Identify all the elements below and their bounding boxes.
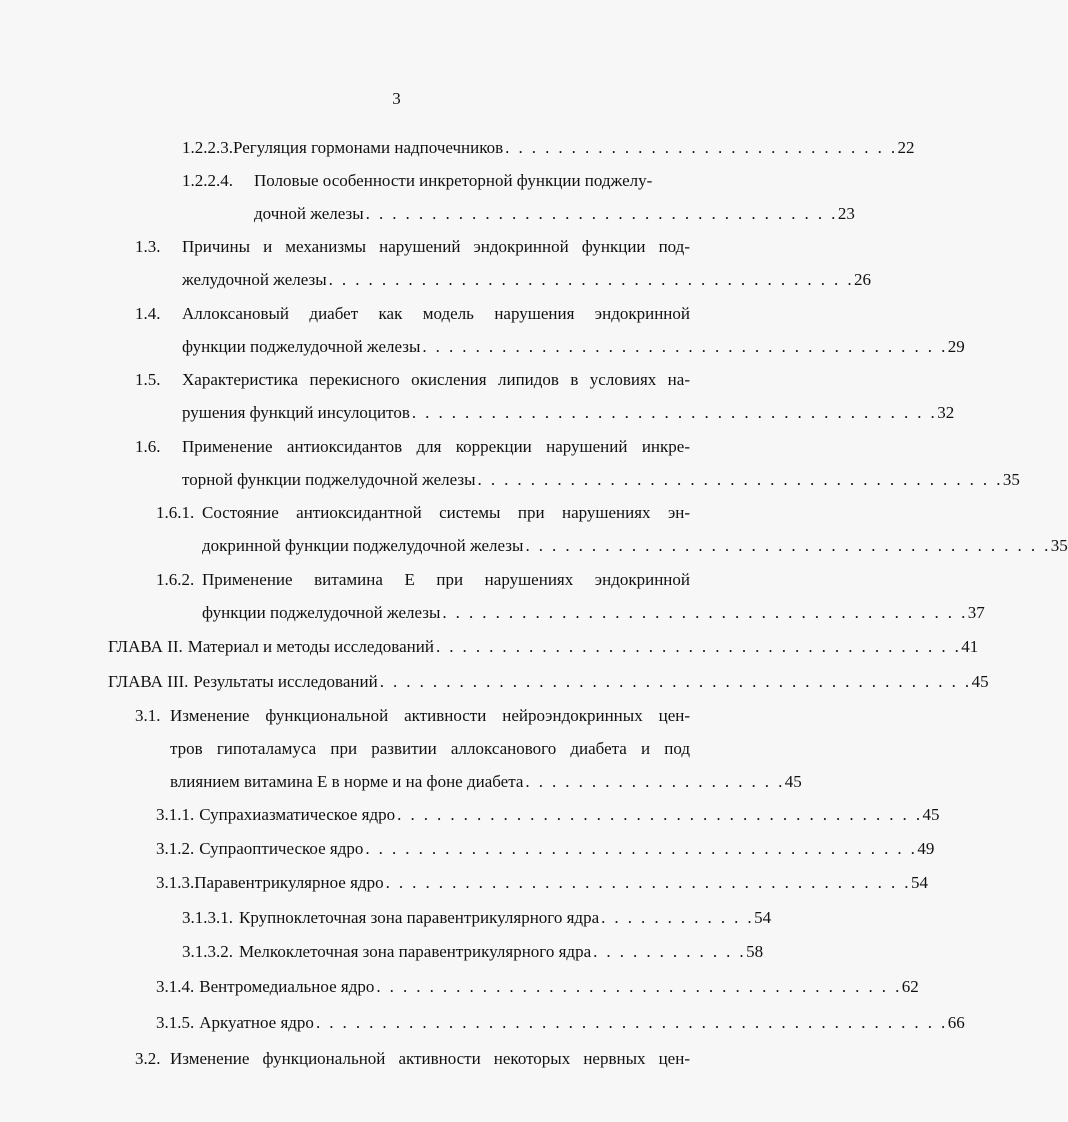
toc-number: 3.1.	[135, 706, 161, 725]
toc-entry	[135, 430, 1020, 496]
toc-page: 62	[901, 977, 919, 996]
toc-title-line: Применение витамина Е при нарушениях эндокринной	[202, 570, 690, 589]
toc-entry	[108, 665, 989, 698]
toc-title-line: докринной функции поджелудочной железы	[202, 536, 524, 555]
toc-number: 3.1.2.	[156, 839, 195, 858]
toc-title-line: торной функции поджелудочной железы	[182, 470, 476, 489]
toc-leader: . . . . . . . . . . . . . . . . . . . . . . . . . . . . . . . . . . . . . . . .	[397, 805, 923, 824]
toc-number: 3.1.4.	[156, 977, 195, 996]
toc-title: Материал и методы исследований	[187, 637, 434, 656]
toc-page: 45	[784, 772, 802, 791]
toc-title: Вентромедиальное ядро	[199, 977, 375, 996]
toc-entry	[135, 363, 955, 429]
toc-number: 1.6.1.	[156, 503, 195, 522]
toc-leader: . . . . . . . . . . . .	[601, 908, 755, 927]
toc-number: 3.1.3.1.	[182, 908, 233, 927]
toc-title-line: влиянием витамина Е в норме и на фоне диабета	[170, 772, 524, 791]
toc-title-line: Изменение функциональной активности некоторых нервных цен-	[170, 1049, 690, 1068]
toc-page: 32	[937, 403, 955, 422]
toc-page: 22	[897, 138, 915, 157]
toc-leader: . . . . . . . . . . . . . . . . . . . . . . . . . . . . . . . . . . . .	[365, 204, 838, 223]
toc-number: 1.2.2.3.	[182, 138, 233, 157]
toc-title-line: функции поджелудочной железы	[182, 337, 421, 356]
toc-entry	[135, 1042, 730, 1075]
toc-entry	[156, 970, 919, 1003]
toc-number: 3.1.5.	[156, 1013, 195, 1032]
toc-leader: . . . . . . . . . . . . . . . . . . . . . . . . . . . . . . . . . . . . . . . .	[477, 470, 1003, 489]
toc-title: Результаты исследований	[193, 672, 378, 691]
toc-leader: . . . . . . . . . . . . . . . . . . . . . . . . . . . . . . . . . . . . . . . .	[385, 873, 911, 892]
toc-leader: . . . . . . . . . . . .	[593, 942, 747, 961]
toc-page: 26	[853, 270, 871, 289]
toc-title: Паравентрикулярное ядро	[194, 873, 384, 892]
toc-page: 49	[917, 839, 935, 858]
toc-title-line: Состояние антиоксидантной системы при нарушениях эн-	[202, 503, 690, 522]
toc-leader: . . . . . . . . . . . . . . . . . . . . . . . . . . . . . .	[505, 138, 898, 157]
toc-leader: . . . . . . . . . . . . . . . . . . . . . . . . . . . . . . . . . . . . . . . .	[328, 270, 854, 289]
toc-number: ГЛАВА II.	[108, 637, 183, 656]
page-number: 3	[392, 89, 401, 108]
toc-page: 23	[837, 204, 855, 223]
toc-title: Крупноклеточная зона паравентрикулярного ядра	[239, 908, 600, 927]
toc-title: Супраоптическое ядро	[199, 839, 364, 858]
toc-title: Мелкоклеточная зона паравентрикулярного ядра	[239, 942, 592, 961]
toc-entry	[135, 699, 802, 798]
toc-title-line: желудочной железы	[182, 270, 327, 289]
toc-page: 58	[746, 942, 764, 961]
toc-number: 1.4.	[135, 304, 161, 323]
toc-title-line: Половые особенности инкреторной функции поджелу-	[254, 171, 653, 190]
toc-title-line: Характеристика перекисного окисления липидов в условиях на-	[182, 370, 690, 389]
toc-title-line: Изменение функциональной активности нейроэндокринных цен-	[170, 706, 690, 725]
toc-page: 29	[947, 337, 965, 356]
toc-entry	[182, 164, 855, 230]
toc-entry	[182, 131, 915, 164]
toc-leader: . . . . . . . . . . . . . . . . . . . .	[525, 772, 785, 791]
toc-title-line: Применение антиоксидантов для коррекции нарушений инкре-	[182, 437, 690, 456]
toc-title: Супрахиазматическое ядро	[199, 805, 396, 824]
toc-leader: . . . . . . . . . . . . . . . . . . . . . . . . . . . . . . . . . . . . . . . .	[435, 637, 962, 656]
toc-title-line: Причины и механизмы нарушений эндокринной функции под-	[182, 237, 690, 256]
toc-entry	[182, 901, 772, 934]
toc-page: 35	[1050, 536, 1068, 555]
toc-number: ГЛАВА III.	[108, 672, 189, 691]
toc-number: 3.1.3.2.	[182, 942, 233, 961]
toc-page: 41	[961, 637, 979, 656]
toc-leader: . . . . . . . . . . . . . . . . . . . . . . . . . . . . . . . . . . . . . . . . . . . . .	[379, 672, 972, 691]
toc-number: 3.2.	[135, 1049, 161, 1068]
toc-number: 3.1.1.	[156, 805, 195, 824]
toc-entry	[156, 496, 1068, 562]
toc-entry	[156, 798, 940, 831]
toc-leader: . . . . . . . . . . . . . . . . . . . . . . . . . . . . . . . . . . . . . . . .	[442, 603, 968, 622]
toc-entry	[156, 563, 985, 629]
toc-page: 35	[1002, 470, 1020, 489]
toc-number: 1.6.	[135, 437, 161, 456]
toc-title: Аркуатное ядро	[199, 1013, 314, 1032]
toc-title-line: тров гипоталамуса при развитии аллоксанового диабета и под	[170, 739, 690, 758]
toc-leader: . . . . . . . . . . . . . . . . . . . . . . . . . . . . . . . . . . . . . . . .	[376, 977, 902, 996]
toc-number: 1.6.2.	[156, 570, 195, 589]
toc-page: 66	[947, 1013, 965, 1032]
toc-entry	[135, 297, 965, 363]
toc-leader: . . . . . . . . . . . . . . . . . . . . . . . . . . . . . . . . . . . . . . . .	[422, 337, 948, 356]
toc-title-line: рушения функций инсулоцитов	[182, 403, 410, 422]
toc-number: 3.1.3.	[156, 873, 195, 892]
toc-number: 1.2.2.4.	[182, 171, 233, 190]
toc-leader: . . . . . . . . . . . . . . . . . . . . . . . . . . . . . . . . . . . . . . . .	[525, 536, 1051, 555]
toc-page: 54	[910, 873, 928, 892]
toc-entry	[108, 630, 979, 663]
toc-title: Регуляция гормонами надпочечников	[233, 138, 504, 157]
toc-title-line: дочной железы	[254, 204, 364, 223]
toc-entry	[135, 230, 871, 296]
toc-title-line: Аллоксановый диабет как модель нарушения эндокринной	[182, 304, 690, 323]
toc-page: 54	[754, 908, 772, 927]
toc-number: 1.5.	[135, 370, 161, 389]
toc-number: 1.3.	[135, 237, 161, 256]
toc-page: 37	[967, 603, 985, 622]
toc-entry	[156, 832, 935, 865]
toc-entry	[156, 1006, 965, 1039]
toc-entry	[156, 866, 928, 899]
toc-entry	[182, 935, 764, 968]
toc-leader: . . . . . . . . . . . . . . . . . . . . . . . . . . . . . . . . . . . . . . . . . . . . . . . .	[315, 1013, 948, 1032]
toc-leader: . . . . . . . . . . . . . . . . . . . . . . . . . . . . . . . . . . . . . . . .	[411, 403, 938, 422]
toc-title-line: функции поджелудочной железы	[202, 603, 441, 622]
toc-page: 45	[971, 672, 989, 691]
toc-leader: . . . . . . . . . . . . . . . . . . . . . . . . . . . . . . . . . . . . . . . . . .	[365, 839, 918, 858]
toc-page: 45	[922, 805, 940, 824]
